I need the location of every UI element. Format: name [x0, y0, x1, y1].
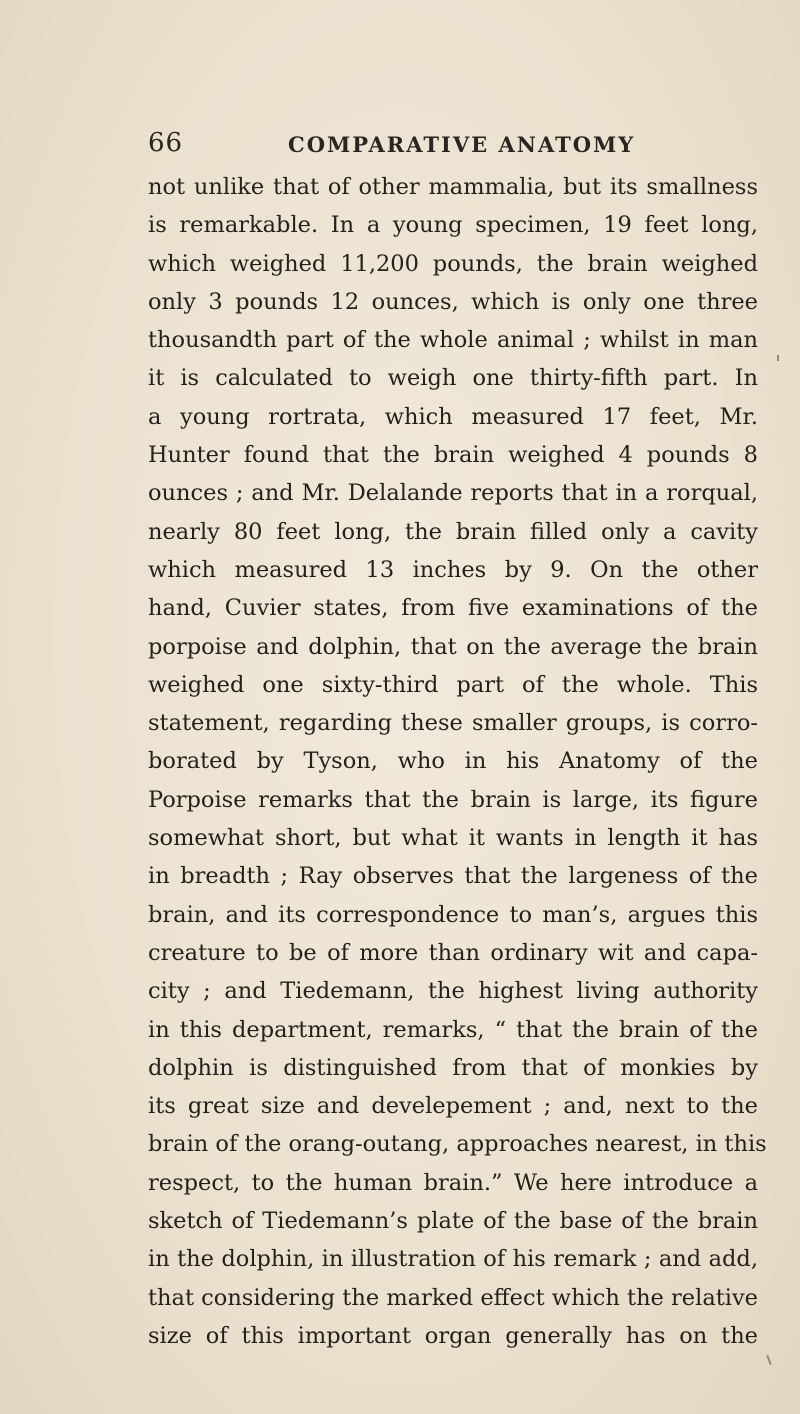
text-line: creature to be of more than ordinary wit and capa-: [148, 939, 758, 966]
text-line: dolphin is distinguished from that of monkies by: [148, 1054, 758, 1081]
text-line: in this department, remarks, “ that the brain of the: [148, 1016, 758, 1043]
text-line: is remarkable. In a young specimen, 19 feet long,: [148, 212, 758, 239]
text-line: it is calculated to weigh one thirty-fifth part. In: [148, 365, 758, 392]
text-line: porpoise and dolphin, that on the average the brain: [148, 633, 758, 660]
text-line: Porpoise remarks that the brain is large, its figure: [148, 786, 758, 813]
text-line: city ; and Tiedemann, the highest living authority: [148, 978, 758, 1005]
paper-speck: [777, 355, 779, 361]
page-number: 66: [148, 128, 184, 158]
text-line: respect, to the human brain.” We here introduce a: [148, 1169, 758, 1196]
body-text: [148, 168, 767, 1355]
text-line: borated by Tyson, who in his Anatomy of the: [148, 748, 758, 775]
text-line: that considering the marked effect which the relative: [148, 1284, 758, 1311]
text-line: statement, regarding these smaller groups, is corro-: [148, 710, 758, 737]
text-line: not unlike that of other mammalia, but its smallness: [148, 174, 758, 200]
text-line: weighed one sixty-third part of the whole. This: [148, 671, 758, 698]
text-line: size of this important organ generally has on the: [148, 1322, 758, 1349]
page-header: [148, 128, 688, 168]
text-line: which weighed 11,200 pounds, the brain weighed: [148, 250, 758, 277]
text-line: sketch of Tiedemann’s plate of the base of the brain: [148, 1208, 758, 1235]
running-head: COMPARATIVE ANATOMY: [288, 132, 636, 157]
paper-speck: [766, 1355, 771, 1365]
text-line: in breadth ; Ray observes that the largeness of the: [148, 863, 758, 890]
text-line: only 3 pounds 12 ounces, which is only one three: [148, 288, 758, 315]
text-line: brain, and its correspondence to man’s, argues this: [148, 901, 758, 928]
text-line: a young rortrata, which measured 17 feet, Mr.: [148, 403, 758, 430]
text-line: which measured 13 inches by 9. On the other: [148, 556, 758, 583]
text-line: brain of the orang-outang, approaches nearest, in this: [148, 1131, 767, 1158]
text-line: thousandth part of the whole animal ; whilst in man: [148, 327, 758, 354]
text-line: in the dolphin, in illustration of his remark ; and add,: [148, 1246, 758, 1273]
text-line: Hunter found that the brain weighed 4 pounds 8: [148, 442, 758, 469]
text-line: hand, Cuvier states, from five examinations of the: [148, 595, 758, 622]
text-line: somewhat short, but what it wants in length it has: [148, 825, 758, 852]
text-line: its great size and develepement ; and, next to the: [148, 1093, 758, 1120]
text-line: ounces ; and Mr. Delalande reports that in a rorqual,: [148, 480, 758, 507]
text-line: nearly 80 feet long, the brain filled only a cavity: [148, 518, 758, 545]
